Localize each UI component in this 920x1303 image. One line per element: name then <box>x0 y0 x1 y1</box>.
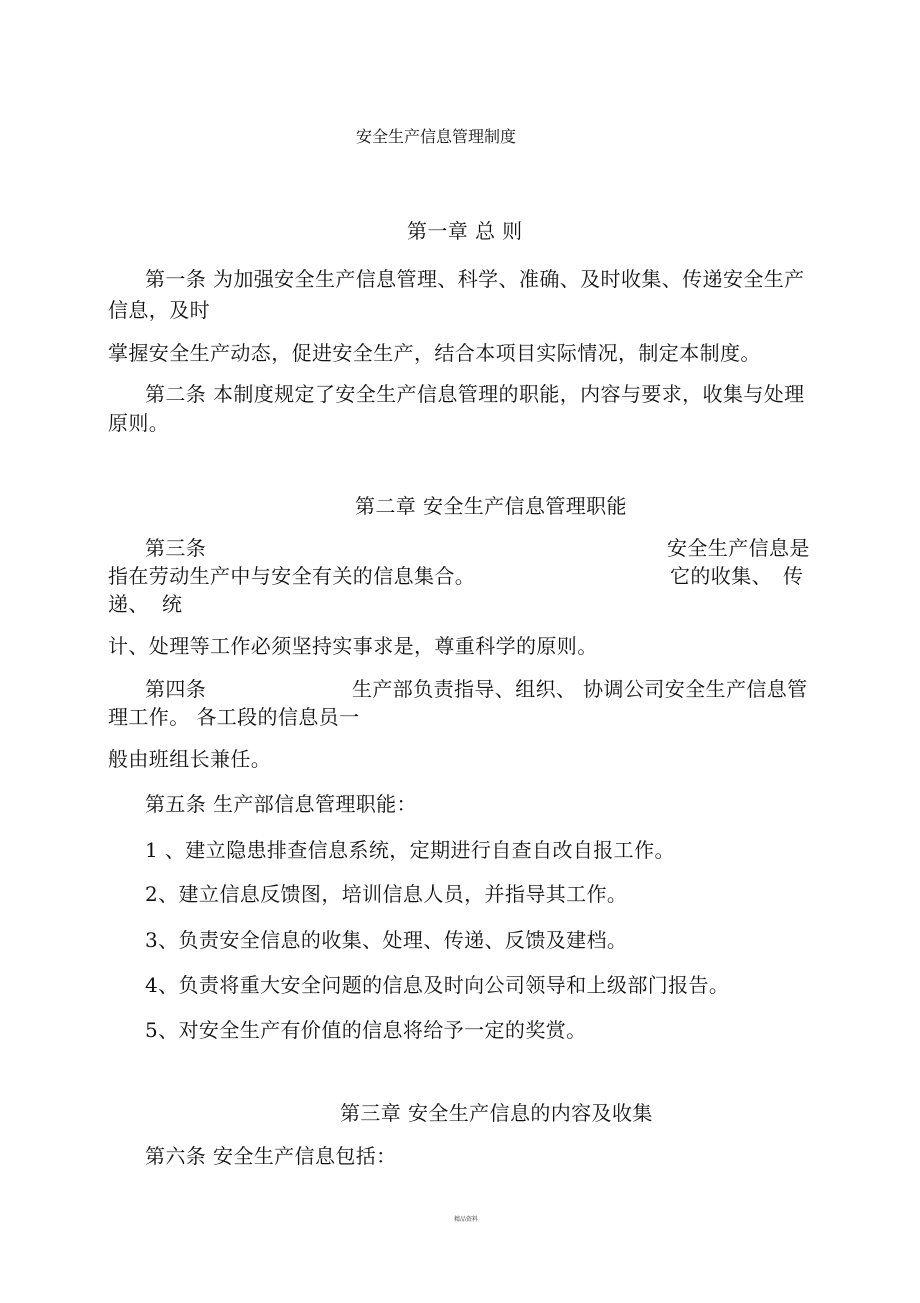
article5-item: 5、对安全生产有价值的信息将给予一定的奖赏。 <box>145 1018 587 1042</box>
page-footer: 精品资料 <box>454 1216 479 1223</box>
article3-right1: 安全生产信息是 <box>667 536 810 560</box>
chapter2-heading: 第二章 安全生产信息管理职能 <box>355 494 627 518</box>
article3-line2: 指在劳动生产中与安全有关的信息集合。 <box>108 564 476 588</box>
article2-line2: 原则。 <box>108 411 170 435</box>
article3-right2b: 传 <box>783 564 804 588</box>
article3-line4: 计、处理等工作必须坚持实事求是，尊重科学的原则。 <box>108 634 598 658</box>
chapter3-heading: 第三章 安全生产信息的内容及收集 <box>340 1101 653 1125</box>
article3-line3a: 递、 <box>108 592 149 616</box>
article3-right2a: 它的收集、 <box>670 564 772 588</box>
article1-line3: 掌握安全生产动态，促进安全生产，结合本项目实际情况，制定本制度。 <box>108 341 761 365</box>
article4-line3: 般由班组长兼任。 <box>108 747 272 771</box>
article5-item: 3、负责安全信息的收集、处理、传递、反馈及建档。 <box>145 928 628 952</box>
article4-label: 第四条 <box>145 677 207 701</box>
article2-line1: 第二条 本制度规定了安全生产信息管理的职能，内容与要求，收集与处理 <box>145 382 805 406</box>
article3-label: 第三条 <box>145 536 207 560</box>
article5-item: 1 、建立隐患排查信息系统，定期进行自查自改自报工作。 <box>145 838 675 862</box>
article3-line3b: 统 <box>162 592 183 616</box>
article5-item: 4、负责将重大安全问题的信息及时向公司领导和上级部门报告。 <box>145 973 730 997</box>
article4-line2: 理工作。 各工段的信息员一 <box>108 705 360 729</box>
document-title: 安全生产信息管理制度 <box>356 127 517 146</box>
article5-heading: 第五条 生产部信息管理职能： <box>145 792 417 816</box>
article1-line2: 信息，及时 <box>108 298 210 322</box>
article5-item: 2、建立信息反馈图，培训信息人员，并指导其工作。 <box>145 882 628 906</box>
article1-line1: 第一条 为加强安全生产信息管理、科学、准确、及时收集、传递安全生产 <box>145 267 805 291</box>
article6-line1: 第六条 安全生产信息包括： <box>145 1144 397 1168</box>
article4-line1: 生产部负责指导、组织、 协调公司安全生产信息管 <box>352 677 808 701</box>
chapter1-heading: 第一章 总 则 <box>407 219 523 243</box>
